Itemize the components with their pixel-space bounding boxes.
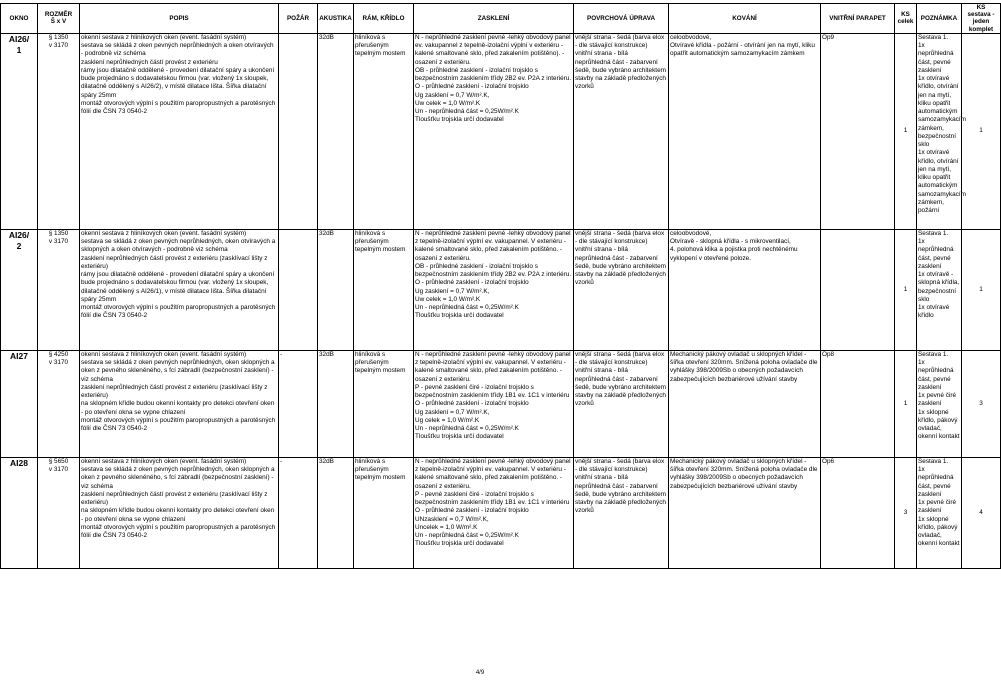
header-ks: KS celek (895, 4, 917, 34)
cell-parapet (821, 229, 895, 350)
cell-okno: AI26/ 2 (1, 229, 38, 350)
cell-ks-sestava: 4 (962, 457, 1001, 568)
cell-akustika: 32dB (318, 350, 354, 457)
cell-pozar (279, 229, 318, 350)
cell-ram: hliníková s přerušeným tepelným mostem (354, 33, 414, 229)
cell-okno: AI28 (1, 457, 38, 568)
cell-okno: AI27 (1, 350, 38, 457)
cell-parapet: Op6 (821, 457, 895, 568)
header-zaskleni: ZASKLENÍ (414, 4, 574, 34)
cell-ks-sestava: 3 (962, 350, 1001, 457)
cell-ram: hliníková s přerušeným tepelným mostem (354, 457, 414, 568)
cell-rozmer: § 5650 v 3170 (38, 457, 80, 568)
header-poznamka: POZNÁMKA (917, 4, 962, 34)
cell-povrch: vnější strana - šedá (barva elox - dle stávající konstrukce) vnitřní strana - bílá neprůhledná část - zabarvení šedě, bude vybráno architektem stavby na základě předložených vzorků (574, 33, 669, 229)
cell-akustika: 32dB (318, 457, 354, 568)
cell-pozar: - (279, 457, 318, 568)
header-popis: POPIS (80, 4, 279, 34)
table-row (1, 457, 1001, 568)
cell-rozmer: § 4250 v 3170 (38, 350, 80, 457)
cell-zaskleni: N - neprůhledné zasklení pevné -lehký obvodový panel z tepelně-izolační výplní ev. vakupannel. V exteriéru - kalené smaltované sklo, před zakalením potištěno. - osazení z exteriéru. P - pevné zasklení čiré - izolační trojsklo s bezpečnostním zasklením třídy 1B1 ev. 1C1 v interiéru O - průhledné zasklení - izolační trojsklo Ug zasklení = 0,7 W/m².K, Ug celek = 1,0 W/m².K Un - neprůhledná část = 0,25W/m².K Tloušťku trojskla určí dodavatel (414, 350, 574, 457)
cell-kovani: Mechanický pákový ovladač u sklopných křídel - šířka otevření 320mm. Snížená poloha ovladače dle vyhlášky 398/2009Sb o obecných požadavcích zabezpečujících bezbariérové užívání stavby (669, 350, 821, 457)
cell-ks: 1 (895, 229, 917, 350)
cell-povrch: vnější strana - šedá (barva elox - dle stávající konstrukce) vnitřní strana - bílá neprůhledná část - zabarvení šedě, bude vybráno architektem stavby na základě předložených vzorků (574, 229, 669, 350)
cell-ks-sestava: 1 (962, 33, 1001, 229)
cell-povrch: vnější strana - šedá (barva elox - dle stávající konstrukce) vnitřní strana - bílá neprůhledná část - zabarvení šedě, bude vybráno architektem stavby na základě předložených vzorků (574, 350, 669, 457)
cell-poznamka: Sestava 1. 1x neprůhledná část, pevné zasklení 1x pevné čiré zasklení 1x sklopné křídlo, pákový ovladač, okenní kontakt (917, 457, 962, 568)
header-kovani: KOVÁNÍ (669, 4, 821, 34)
cell-popis: okenní sestava z hliníkových oken (event. fasádní systém) sestava se skládá z oken pevných neprůhledných, oken sklopných a oken z pevného skleněného, s fcí zábradlí (bezpečnostní zasklení) - viz schéma zasklení neprůhledných částí provést z exteriéru (zasklívací lišty z exteriéru) na sklopném křídle budou okenní kontakty pro detekci otevření oken - po otevření okna se vypne chlazení montáž otvorových výplní s použitím paropropustných a parotěsných fólií dle ČSN 73 0540-2 (80, 350, 279, 457)
window-specification-table (0, 3, 1001, 569)
header-ram: RÁM, KŘÍDLO (354, 4, 414, 34)
cell-ks: 1 (895, 350, 917, 457)
cell-povrch: vnější strana - šedá (barva elox - dle stávající konstrukce) vnitřní strana - bílá neprůhledná část - zabarvení šedě, bude vybráno architektem stavby na základě předložených vzorků (574, 457, 669, 568)
cell-poznamka: Sestava 1. 1x neprůhledná část, pevné zasklení 1x pevné čiré zasklení 1x sklopné křídlo, pákový ovladač, okenní kontakt (917, 350, 962, 457)
header-povrch: POVRCHOVÁ ÚPRAVA (574, 4, 669, 34)
cell-popis: okenní sestava z hliníkových oken (event. fasádní systém) sestava se skládá z oken pevných neprůhledných, oken otvíravých a sklopných a oken otvíravých - podrobně viz schéma zasklení neprůhledných částí provést z exteriéru (zasklívací lišty z exteriéru) rámy jsou dilatačně oddělené - provedení dilatační spáry a ukončení bude projednáno s dodavatelskou firmou (var. vložený 1x sloupek, dilatačně oddělený s AI26/1), v místě dilatace lišta. Šířka dilatační spáry 25mm montáž otvorových výplní s použitím paropropustných a parotěsných fólií dle ČSN 73 0540-2 (80, 229, 279, 350)
cell-rozmer: § 1350 v 3170 (38, 33, 80, 229)
cell-kovani: celoobvodové, Otvíravě - sklopná křídla - s mikroventilací, 4. polohová klika a pojistka proti nechtěnému vyklopení v otevřené poloze. (669, 229, 821, 350)
cell-parapet: Op9 (821, 33, 895, 229)
cell-popis: okenní sestava z hliníkových oken (event. fasádní systém) sestava se skládá z oken pevných neprůhledných, oken sklopných a oken z pevného skleněného, s fcí zábradlí (bezpečnostní zasklení) - viz schéma zasklení neprůhledných částí provést z exteriéru (zasklívací lišty z exteriéru) na sklopném křídle budou okenní kontakty pro detekci otevření oken - po otevření okna se vypne chlazení montáž otvorových výplní s použitím paropropustných a parotěsných fólií dle ČSN 73 0540-2 (80, 457, 279, 568)
page-number: 4/9 (475, 670, 485, 676)
cell-ks-sestava: 1 (962, 229, 1001, 350)
cell-popis: okenní sestava z hliníkových oken (event. fasádní systém) sestava se skládá z oken pevných neprůhledných a oken otvíravých - podrobně viz schéma zasklení neprůhledných částí provést z exteriéru rámy jsou dilatačně oddělené - provedení dilatační spáry a ukončení bude projednáno s dodavatelskou firmou (var. vložený 1x sloupek, dilatačně oddělený s AI26/2), v místě dilatace lišta. Šířka dilatační spáry 25mm montáž otvorových výplní s použitím paropropustných a parotěsných fólií dle ČSN 73 0540-2 (80, 33, 279, 229)
cell-pozar: - (279, 350, 318, 457)
header-rozmer: ROZMĚR Š x V (38, 4, 80, 34)
cell-akustika: 32dB (318, 33, 354, 229)
cell-zaskleni: N - neprůhledné zasklení pevné -lehký obvodový panel z tepelně-izolační výplní ev. vakupannel. V exteriéru - kalené smaltované sklo, před zakalením potištěno. - osazení z exteriéru. P - pevné zasklení čiré - izolační trojsklo s bezpečnostním zasklením třídy 1B1 ev. 1C1 v interiéru O - průhledné zasklení - izolační trojsklo UNzasklení = 0,7 W/m².K, Uncelek = 1,0 W/m².K Un - neprůhledná část = 0,25W/m².K Tloušťku trojskla určí dodavatel (414, 457, 574, 568)
cell-akustika: 32dB (318, 229, 354, 350)
cell-okno: AI26/ 1 (1, 33, 38, 229)
header-pozar: POŽÁR (279, 4, 318, 34)
cell-ks: 1 (895, 33, 917, 229)
header-ks-sestava: KS sestava - jeden komplet (962, 4, 1001, 34)
cell-zaskleni: N - neprůhledné zasklení pevné -lehký obvodový panel z tepelně-izolační výplní ev. vakupannel. V exteriéru - kalené smaltované sklo, před zakalením potištěno. - osazení z exteriéru. OB - průhledné zasklení - izolační trojsklo s bezpečnostním zasklením třídy 2B2 ev. P2A z interiéru. O - průhledné zasklení - izolační trojsklo Ug zasklení = 0,7 W/m².K, Uw celek = 1,0 W/m².K Un - neprůhledná část = 0,25W/m².K Tloušťku trojskla určí dodavatel (414, 229, 574, 350)
header-akustika: AKUSTIKA (318, 4, 354, 34)
cell-rozmer: § 1350 v 3170 (38, 229, 80, 350)
cell-poznamka: Sestava 1. 1x neprůhledná část, pevné zasklení 1x otvíravé křídlo, otvírání jen na mytí, kliku opatřit automatickým samozamykacím zámkem, bezpečnostní sklo 1x otvíravé křídlo, otvírání jen na mytí, kliku opatřit automatickým samozamykacím zámkem, požární (917, 33, 962, 229)
cell-kovani: celoobvodové, Otvíravé křídla - požární - otvírání jen na mytí, kliku opatřit automatickým samozamykacím zámkem (669, 33, 821, 229)
table-row (1, 33, 1001, 229)
header-parapet: VNITŘNÍ PARAPET (821, 4, 895, 34)
cell-ram: hliníková s přerušeným tepelným mostem (354, 229, 414, 350)
cell-ram: hliníková s přerušeným tepelným mostem (354, 350, 414, 457)
cell-parapet: Op8 (821, 350, 895, 457)
table-row (1, 229, 1001, 350)
header-okno: OKNO (1, 4, 38, 34)
header-row (1, 4, 1001, 34)
cell-pozar (279, 33, 318, 229)
cell-poznamka: Sestava 1. 1x neprůhledná část, pevné zasklení 1x otvíravě - sklopná křídla, bezpečnostní sklo 1x otvíravé křídlo (917, 229, 962, 350)
cell-zaskleni: N - neprůhledné zasklení pevné -lehký obvodový panel ev. vakupannel z tepelně-izolační výplní v exteriéru - kalené smaltované sklo, před zakalením potištěno). - osazení z exteriéru. OB - průhledné zasklení - izolační trojsklo s bezpečnostním zasklením třídy 2B2 ev. P2A z interiéru. O - průhledné zasklení - izolační trojsklo Ug zasklení = 0,7 W/m².K, Uw celek = 1,0 W/m².K Un - neprůhledná část = 0,25W/m².K Tloušťku trojskla určí dodavatel (414, 33, 574, 229)
cell-ks: 3 (895, 457, 917, 568)
table-row (1, 350, 1001, 457)
cell-kovani: Mechanický pákový ovladač u sklopných křídel - šířka otevření 320mm. Snížená poloha ovladače dle vyhlášky 398/2009Sb o obecných požadavcích zabezpečujících bezbariérové užívání stavby (669, 457, 821, 568)
